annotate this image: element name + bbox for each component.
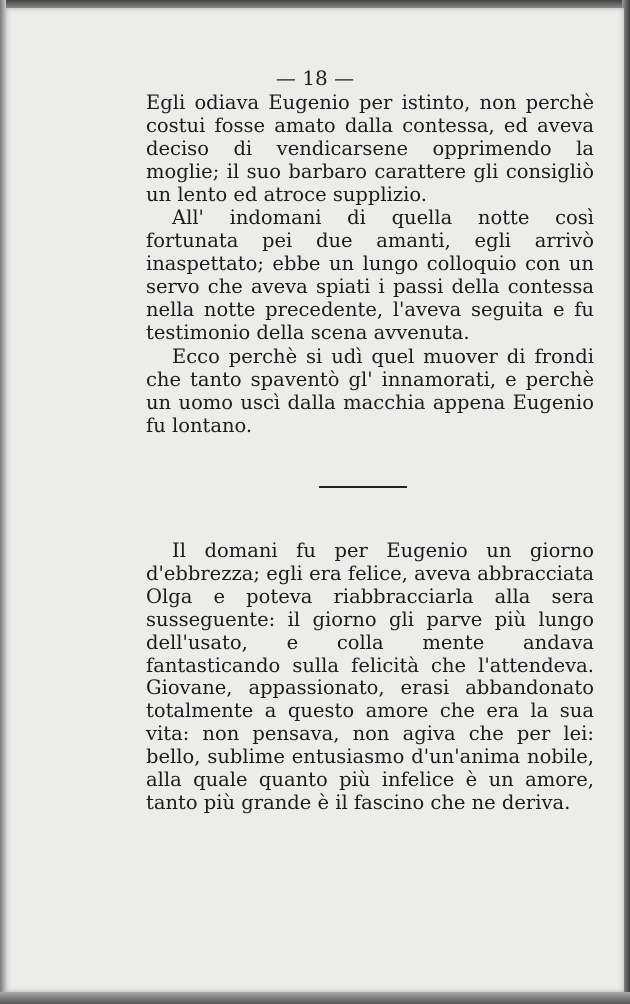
page-edge-top <box>0 0 630 8</box>
paragraph-2: All' indomani di quella notte così fortunata pei due amanti, egli arrivò inaspettato; ebbe un lungo colloquio con un servo che aveva spiati i passi della contessa nella notte precedente, l'aveva seguita e fu testimonio della scena avvenuta. <box>146 206 594 344</box>
paragraph-3: Ecco perchè si udì quel muover di frondi che tanto spaventò gl' innamorati, e perchè un uomo uscì dalla macchia appena Eugenio fu lontano. <box>146 345 594 437</box>
paragraph-1: Egli odiava Eugenio per istinto, non perchè costui fosse amato dalla contessa, ed aveva deciso di vendicarsene opprimendo la moglie; il suo barbaro carattere gli consigliò un lento ed atroce supplizio. <box>146 91 594 206</box>
page-edge-bottom <box>0 992 630 1004</box>
page-number: — 18 — <box>275 66 355 90</box>
paragraph-4: Il domani fu per Eugenio un giorno d'ebbrezza; egli era felice, aveva abbracciata Olga e poteva riabbracciarla alla sera susseguente: il giorno gli parve più lungo dell'usato, e colla mente andava fantasticando sulla felicità che l'attendeva. Giovane, appassionato, erasi abbandonato totalmente a questo amore che era la sua vita: non pensava, non agiva che per lei: bello, sublime entusiasmo d'un'anima nobile, alla quale quanto più infelice è un amore, tanto più grande è il fascino che ne deriva. <box>146 539 594 814</box>
section-separator <box>319 486 407 488</box>
book-page <box>6 8 624 992</box>
